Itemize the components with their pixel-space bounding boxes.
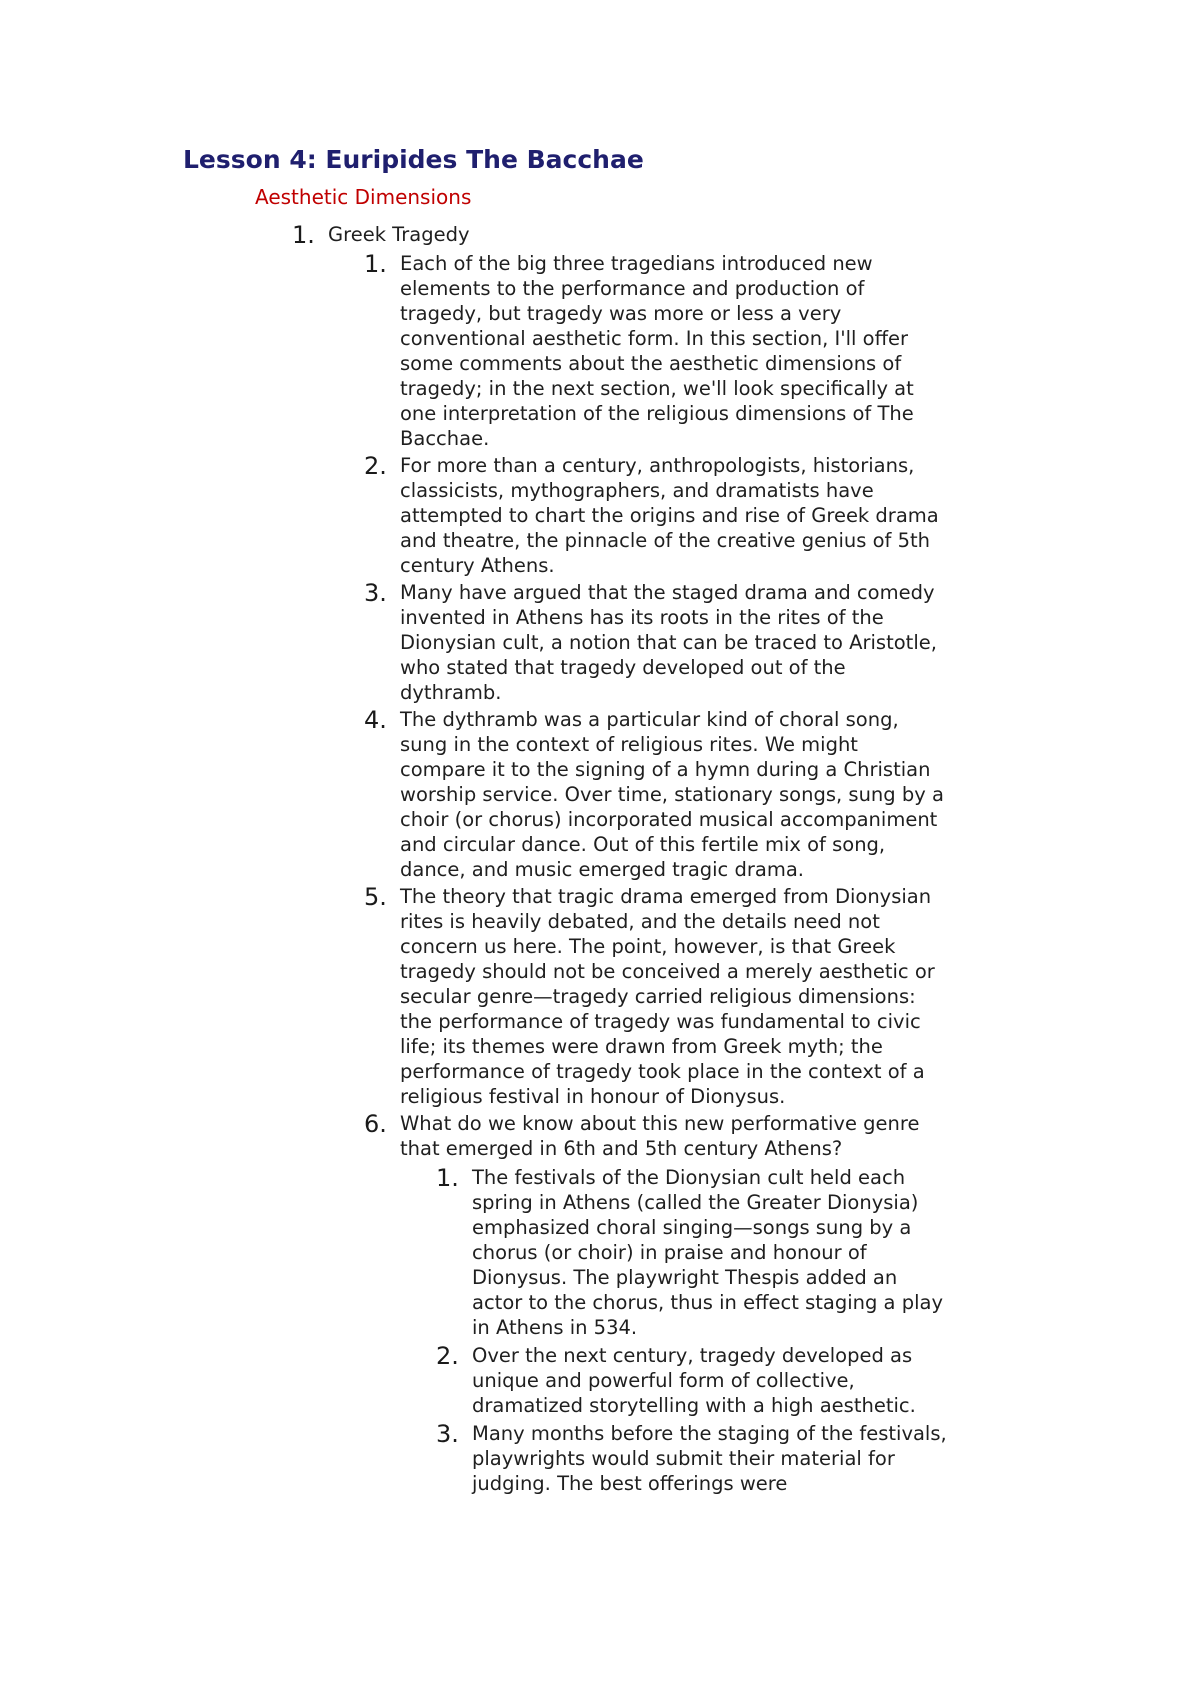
item-number: 3. bbox=[364, 579, 387, 607]
item-text: For more than a century, anthropologists, historians, classicists, mythographers, and dramatists have attempted to chart the origins and rise of Greek drama and theatre, the pinnacle of the creative genius of 5th century Athens. bbox=[400, 454, 939, 577]
item-number: 1. bbox=[364, 250, 387, 278]
sub-sub-list bbox=[436, 1165, 948, 1496]
list-item bbox=[436, 1165, 948, 1340]
list-item bbox=[364, 884, 948, 1109]
item-number: 2. bbox=[364, 452, 387, 480]
item-text: Many have argued that the staged drama and comedy invented in Athens has its roots in the rites of the Dionysian cult, a notion that can be traced to Aristotle, who stated that tragedy developed out of the dythramb. bbox=[400, 581, 937, 704]
list-item bbox=[364, 707, 948, 882]
item-text: The theory that tragic drama emerged from Dionysian rites is heavily debated, and the details need not concern us here. The point, however, is that Greek tragedy should not be conceived a merely aesthetic or secular genre—tragedy carried religious dimensions: the performance of tragedy was fundamental to civic life; its themes were drawn from Greek myth; the performance of tragedy took place in the context of a religious festival in honour of Dionysus. bbox=[400, 885, 935, 1108]
item-text: Many months before the staging of the festivals, playwrights would submit their material for judging. The best offerings were bbox=[472, 1422, 947, 1495]
item-number: 5. bbox=[364, 883, 387, 911]
page-title: Lesson 4: Euripides The Bacchae bbox=[183, 145, 644, 174]
list-item bbox=[364, 251, 948, 451]
item-number: 3. bbox=[436, 1420, 459, 1448]
item-number: 1. bbox=[292, 221, 315, 249]
list-item bbox=[436, 1421, 948, 1496]
item-text: What do we know about this new performative genre that emerged in 6th and 5th century Athens? bbox=[400, 1112, 920, 1160]
list-item bbox=[364, 453, 948, 578]
item-number: 1. bbox=[436, 1164, 459, 1192]
item-number: 2. bbox=[436, 1342, 459, 1370]
section-heading: Aesthetic Dimensions bbox=[255, 185, 472, 209]
sub-list bbox=[364, 251, 948, 1496]
item-text: Greek Tragedy bbox=[328, 223, 470, 246]
item-text: The festivals of the Dionysian cult held each spring in Athens (called the Greater Dionysia) emphasized choral singing—songs sung by a chorus (or choir) in praise and honour of Dionysus. The playwright Thespis added an actor to the chorus, thus in effect staging a play in Athens in 534. bbox=[472, 1166, 943, 1339]
item-number: 6. bbox=[364, 1110, 387, 1138]
item-number: 4. bbox=[364, 706, 387, 734]
list-item bbox=[364, 580, 948, 705]
outline-list bbox=[292, 222, 1012, 1499]
item-text: The dythramb was a particular kind of choral song, sung in the context of religious rites. We might compare it to the signing of a hymn during a Christian worship service. Over time, stationary songs, sung by a choir (or chorus) incorporated musical accompaniment and circular dance. Out of this fertile mix of song, dance, and music emerged tragic drama. bbox=[400, 708, 944, 881]
list-item bbox=[364, 1111, 948, 1496]
outline-item-greek-tragedy bbox=[292, 222, 1012, 1496]
list-item bbox=[436, 1343, 948, 1418]
item-text: Over the next century, tragedy developed as unique and powerful form of collective, dramatized storytelling with a high aesthetic. bbox=[472, 1344, 916, 1417]
item-text: Each of the big three tragedians introduced new elements to the performance and production of tragedy, but tragedy was more or less a very conventional aesthetic form. In this section, I'll offer some comments about the aesthetic dimensions of tragedy; in the next section, we'll look specifically at one interpretation of the religious dimensions of The Bacchae. bbox=[400, 252, 914, 450]
